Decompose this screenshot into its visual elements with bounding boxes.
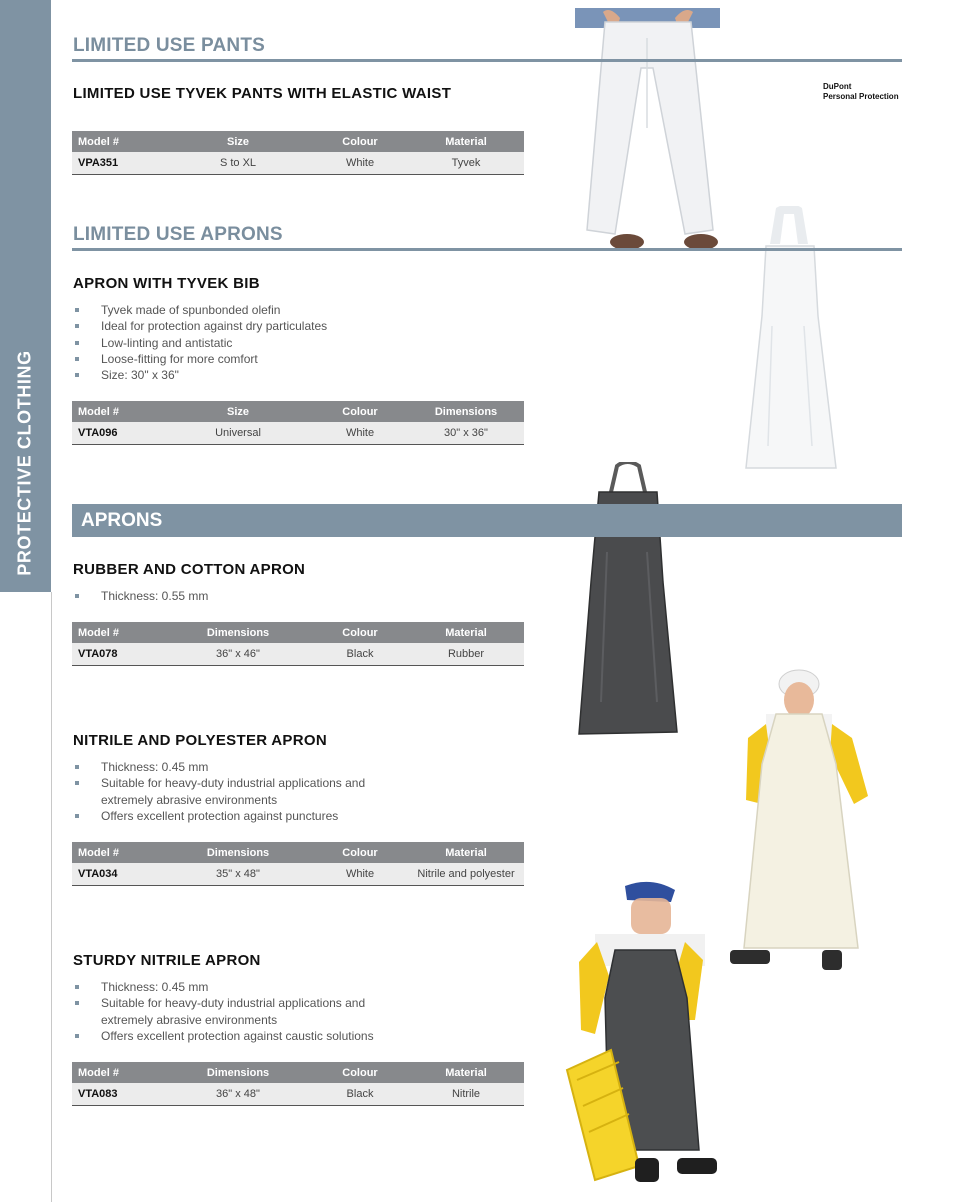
section-rule — [72, 248, 902, 251]
product-title-sturdy-nitrile: STURDY NITRILE APRON — [73, 952, 261, 969]
table-header: Model # — [72, 842, 164, 863]
dupont-brand — [823, 82, 899, 102]
list-item: Thickness: 0.55 mm — [73, 588, 208, 604]
table-cell-model: VPA351 — [72, 152, 164, 174]
table-header: Model # — [72, 622, 164, 643]
table-header-row — [72, 1062, 524, 1083]
table-header: Colour — [312, 1062, 408, 1083]
spec-table-rubber-cotton — [72, 622, 524, 666]
table-cell: Tyvek — [408, 152, 524, 174]
table-header: Material — [408, 842, 524, 863]
brand-line-2: Personal Protection — [823, 92, 899, 101]
side-tab-label: PROTECTIVE CLOTHING — [14, 350, 35, 576]
bullet-list-nitrile-polyester — [73, 759, 393, 824]
list-item: Low-linting and antistatic — [73, 335, 327, 351]
table-header: Model # — [72, 1062, 164, 1083]
product-title-tyvek-bib: APRON WITH TYVEK BIB — [73, 275, 260, 292]
section-title-limited-use-pants: LIMITED USE PANTS — [73, 35, 265, 56]
table-row — [72, 1083, 524, 1105]
sturdy-nitrile-apron-photo — [565, 880, 727, 1186]
spec-table-sturdy-nitrile — [72, 1062, 524, 1106]
table-cell: Black — [312, 643, 408, 665]
table-cell: White — [312, 422, 408, 444]
pants-photo — [575, 8, 720, 254]
table-row — [72, 643, 524, 665]
bullet-list-tyvek-bib — [73, 302, 327, 383]
table-header: Colour — [312, 842, 408, 863]
table-header: Dimensions — [164, 1062, 312, 1083]
table-header-row — [72, 401, 524, 422]
table-cell-model: VTA083 — [72, 1083, 164, 1105]
product-title-tyvek-pants: LIMITED USE TYVEK PANTS WITH ELASTIC WAIST — [73, 85, 452, 102]
table-header: Material — [408, 131, 524, 152]
product-title-nitrile-polyester: NITRILE AND POLYESTER APRON — [73, 732, 327, 749]
table-header-row — [72, 131, 524, 152]
section-title-aprons: APRONS — [81, 510, 163, 531]
table-cell: 30" x 36" — [408, 422, 524, 444]
spec-table-tyvek-bib — [72, 401, 524, 445]
table-cell: Nitrile and polyester — [408, 863, 524, 885]
list-item: Offers excellent protection against caustic solutions — [73, 1028, 393, 1044]
table-header: Colour — [312, 622, 408, 643]
list-item: Suitable for heavy-duty industrial applications and extremely abrasive environments — [73, 775, 393, 808]
side-divider — [51, 592, 52, 1202]
side-tab — [0, 0, 51, 592]
list-item: Size: 30" x 36" — [73, 367, 327, 383]
table-cell: Nitrile — [408, 1083, 524, 1105]
table-cell: Universal — [164, 422, 312, 444]
table-cell: White — [312, 863, 408, 885]
section-rule — [72, 59, 902, 62]
table-header: Dimensions — [164, 622, 312, 643]
table-row — [72, 152, 524, 174]
list-item: Offers excellent protection against punctures — [73, 808, 393, 824]
table-header: Material — [408, 1062, 524, 1083]
spec-table-pants — [72, 131, 524, 175]
bullet-list-rubber-cotton — [73, 588, 208, 604]
bullet-list-sturdy-nitrile — [73, 979, 393, 1044]
tyvek-bib-apron-photo — [742, 206, 838, 474]
table-cell-model: VTA034 — [72, 863, 164, 885]
table-header: Colour — [312, 131, 408, 152]
list-item: Suitable for heavy-duty industrial applications and extremely abrasive environments — [73, 995, 393, 1028]
table-cell: S to XL — [164, 152, 312, 174]
section-title-limited-use-aprons: LIMITED USE APRONS — [73, 224, 283, 245]
table-header: Dimensions — [408, 401, 524, 422]
table-cell: 36" x 46" — [164, 643, 312, 665]
table-header-row — [72, 622, 524, 643]
table-row — [72, 863, 524, 885]
table-row — [72, 422, 524, 444]
table-cell: Rubber — [408, 643, 524, 665]
table-header: Model # — [72, 131, 164, 152]
table-header: Material — [408, 622, 524, 643]
table-cell: 36" x 48" — [164, 1083, 312, 1105]
product-title-rubber-cotton: RUBBER AND COTTON APRON — [73, 561, 306, 578]
list-item: Thickness: 0.45 mm — [73, 759, 393, 775]
table-cell-model: VTA078 — [72, 643, 164, 665]
table-header: Size — [164, 131, 312, 152]
table-header: Size — [164, 401, 312, 422]
table-header: Dimensions — [164, 842, 312, 863]
table-header-row — [72, 842, 524, 863]
spec-table-nitrile-polyester — [72, 842, 524, 886]
table-cell: White — [312, 152, 408, 174]
list-item: Ideal for protection against dry particulates — [73, 318, 327, 334]
table-cell: Black — [312, 1083, 408, 1105]
table-header: Model # — [72, 401, 164, 422]
brand-line-1: DuPont — [823, 82, 852, 91]
list-item: Thickness: 0.45 mm — [73, 979, 393, 995]
table-header: Colour — [312, 401, 408, 422]
table-cell-model: VTA096 — [72, 422, 164, 444]
table-cell: 35" x 48" — [164, 863, 312, 885]
section-band-aprons — [72, 504, 902, 537]
list-item: Loose-fitting for more comfort — [73, 351, 327, 367]
list-item: Tyvek made of spunbonded olefin — [73, 302, 327, 318]
nitrile-polyester-apron-photo — [726, 664, 874, 974]
